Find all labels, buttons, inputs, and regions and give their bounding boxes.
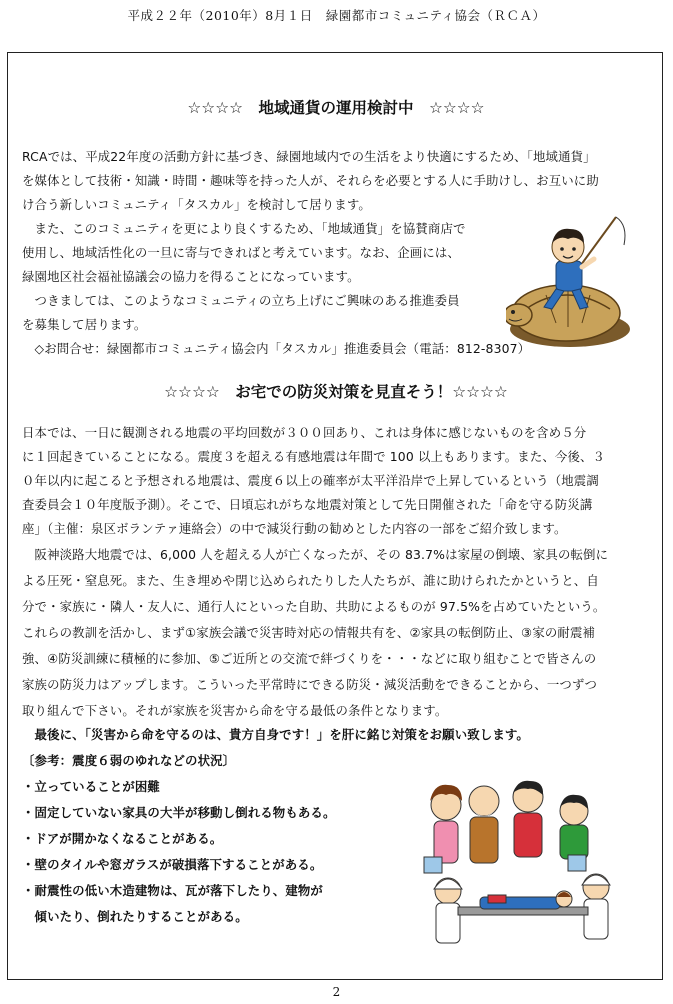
section1-line: 緑園地区社会福祉協議会の協力を得ることになっています。 [22,269,360,284]
rescue-stretcher-illustration [418,771,628,951]
page-header: 平成２２年（2010年）8月１日 緑園都市コミュニティ協会（ＲＣＡ） [127,8,546,23]
section1-line: 使用し、地域活性化の一旦に寄与できればと考えています。なお、企画には、 [22,245,460,260]
page-number: 2 [332,985,341,999]
section2-title: ☆☆☆☆ お宅での防災対策を見直そう！☆☆☆☆ [164,383,508,401]
reference-bullet: ・壁のタイルや窓ガラスが破損落下することがある。 [22,857,323,872]
reference-bullet: 傾いたり、倒れたりすることがある。 [22,909,248,924]
section2-line: 強、④防災訓練に積極的に参加、⑤ご近所との交流で絆づくりを・・・などに取り組むことで皆さんの [22,651,597,666]
content-frame [7,52,663,980]
section1-line: つきましては、このようなコミュニティの立ち上げにご興味のある推進委員 [22,293,460,308]
section2-line: これらの教訓を活かし、まず①家族会議で災害時対応の情報共有を、②家具の転倒防止、③家の耐震補 [22,625,596,640]
section1-title: ☆☆☆☆ 地域通貨の運用検討中 ☆☆☆☆ [187,99,485,117]
reference-bullet: ・ドアが開かなくなることがある。 [22,831,223,846]
reference-bullet: ・耐震性の低い木造建物は、瓦が落下したり、建物が [22,883,323,898]
section2-line: 取り組んで下さい。それが家族を災害から命を守る最低の条件となります。 [22,703,448,718]
reference-bullet: ・立っていることが困難 [22,779,160,794]
section1-line: を募集して居ります。 [22,317,147,332]
section2-line: に１回起きていることになる。震度３を超える有感地震は年間で 100 以上もあります。また、今後、３ [22,449,606,464]
section1-line: RCAでは、平成22年度の活動方針に基づき、緑園地域内での生活をより快適にするため、「地域通貨」 [22,149,596,164]
section1-line: け合う新しいコミュニティ「タスカル」を検討して居ります。 [22,197,371,212]
section2-line: 阪神淡路大地震では、6,000 人を超える人が亡くなったが、その 83.7%は家屋の倒壊、家具の転倒に [22,547,609,562]
section2-line: 最後に、「災害から命を守るのは、貴方自身です！」を肝に銘じ対策をお願い致します。 [22,727,529,742]
reference-title: 〔参考：震度６弱のゆれなどの状況〕 [22,753,236,768]
section2-line: よる圧死・窒息死。また、生き埋めや閉じ込められたりした人たちが、誰に助けられたかというと、自 [22,573,599,588]
section2-line: 座」（主催：泉区ボランテァ連絡会）の中で減災行動の勧めとした内容の一部をご紹介致します。 [22,521,567,536]
section1-line: ◇お問合せ：緑園都市コミュニティ協会内「タスカル」推進委員会（電話：812-8307） [22,341,531,356]
section1-line: また、このコミュニティを更により良くするため、「地域通貨」を協賛商店で [22,221,466,236]
reference-bullet: ・固定していない家具の大半が移動し倒れる物もある。 [22,805,336,820]
section1-line: を媒体として技術・知識・時間・趣味等を持った人が、それらを必要とする人に手助けし、お互いに助 [22,173,599,188]
section2-line: ０年以内に起こると予想される地震は、震度６以上の確率が太平洋沿岸で上昇しているという（地震調 [22,473,599,488]
section2-line: 分で・家族に・隣人・友人に、通行人にといった自助、共助によるものが 97.5%を占めていたという。 [22,599,606,614]
section2-line: 家族の防災力はアップします。こういった平常時にできる防災・減災活動をできることから、一つずつ [22,677,598,692]
boy-on-turtle-illustration [506,211,648,353]
section2-line: 日本では、一日に観測される地震の平均回数が３００回あり、これは身体に感じないものを含め５分 [22,425,587,440]
section2-line: 査委員会１０年度版予測）。そこで、日頃忘れがちな地震対策として先日開催された「命を守る防災講 [22,497,593,512]
